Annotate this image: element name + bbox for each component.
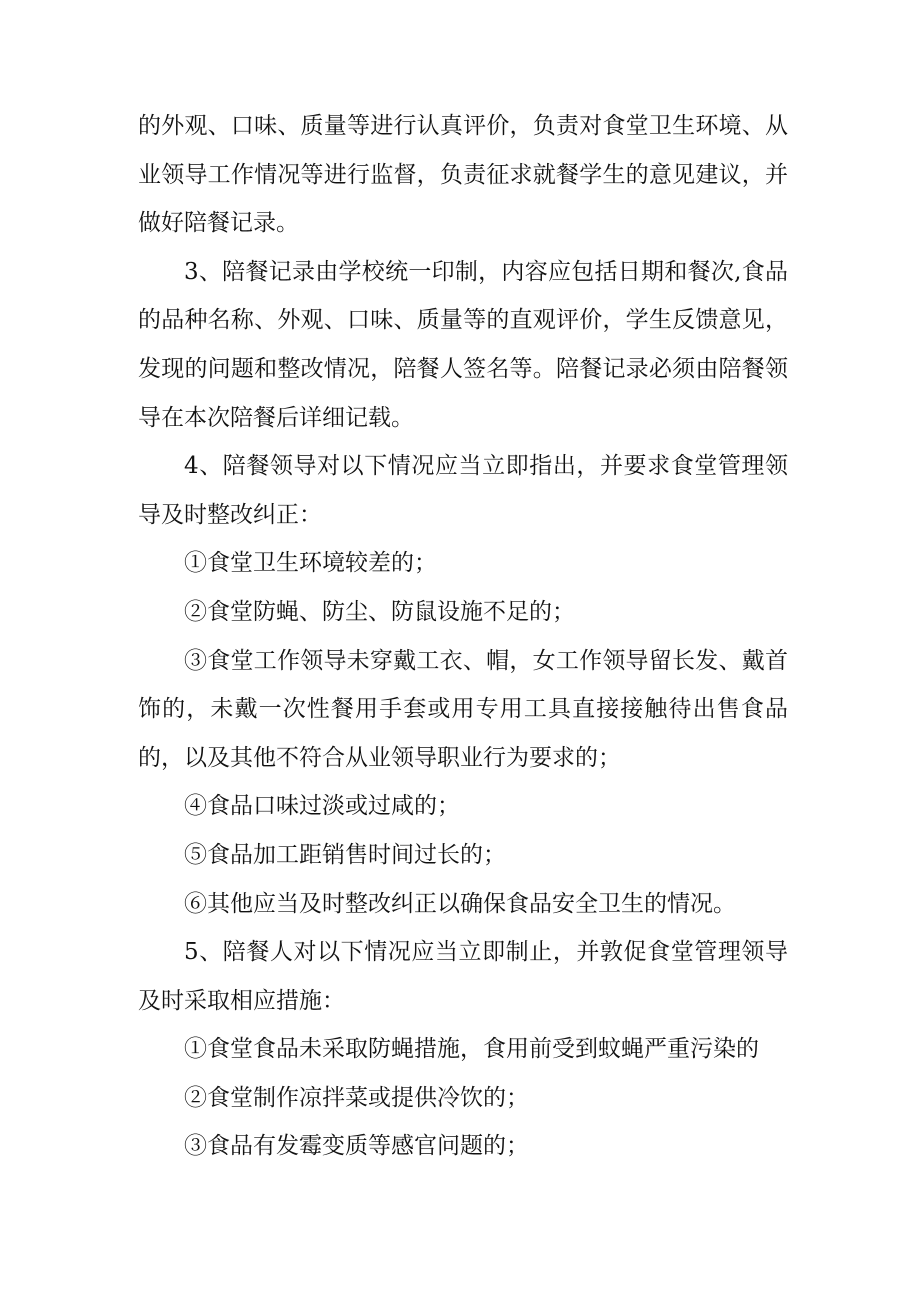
document-body xyxy=(138,102,788,1171)
list-item: ③食品有发霉变质等感官问题的； xyxy=(184,1133,529,1160)
paragraph-continuation: 的外观、口味、质量等进行认真评价，负责对食堂卫生环境、从业领导工作情况等进行监督，负责征求就餐学生的意见建议，并做好陪餐记录。 xyxy=(138,113,788,237)
paragraph-item-4: 4、陪餐领导对以下情况应当立即指出，并要求食堂管理领导及时整改纠正： xyxy=(138,453,788,528)
list-item: ④食品口味过淡或过咸的； xyxy=(184,793,460,820)
list-item: ⑤食品加工距销售时间过长的； xyxy=(184,841,506,868)
list-item: ⑥其他应当及时整改纠正以确保食品安全卫生的情况。 xyxy=(184,890,736,917)
list-item: ①食堂食品未采取防蝇措施，食用前受到蚊蝇严重污染的 xyxy=(184,1036,759,1063)
list-item: ②食堂制作凉拌菜或提供冷饮的； xyxy=(184,1084,529,1111)
list-item: ②食堂防蝇、防尘、防鼠设施不足的； xyxy=(184,598,575,625)
paragraph-item-3: 3、陪餐记录由学校统一印制，内容应包括日期和餐次,食品的品种名称、外观、口味、质量等的直观评价，学生反馈意见，发现的问题和整改情况，陪餐人签名等。陪餐记录必须由陪餐领导在本次陪餐后详细记载。 xyxy=(138,258,788,431)
paragraph-item-5: 5、陪餐人对以下情况应当立即制止，并敦促食堂管理领导及时采取相应措施： xyxy=(138,939,788,1014)
list-item: ①食堂卫生环境较差的； xyxy=(184,550,437,577)
list-item: ③食堂工作领导未穿戴工衣、帽，女工作领导留长发、戴首饰的，未戴一次性餐用手套或用专用工具直接接触待出售食品的，以及其他不符合从业领导职业行为要求的； xyxy=(138,647,788,771)
